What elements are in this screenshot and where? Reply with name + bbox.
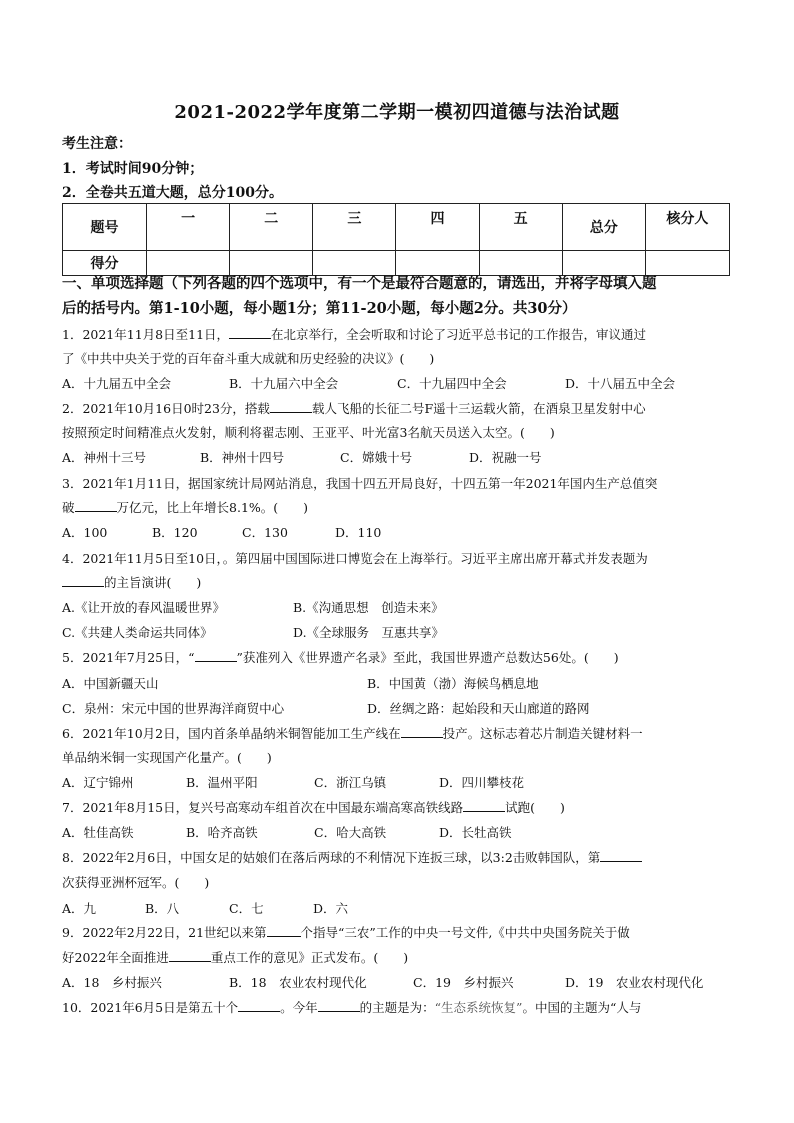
option-b: B．中国黄（渤）海候鸟栖息地 (367, 676, 539, 691)
question-text: 个指导“三农”工作的中央一号文件,《中共中央国务院关于做 (300, 925, 630, 940)
option-d: D．六 (313, 901, 349, 916)
option-b: B．十九届六中全会 (229, 376, 339, 391)
question-text: 。今年 (280, 1000, 318, 1015)
option-b: B．18 农业农村现代化 (229, 975, 367, 990)
question-text: 9．2022年2月22日，21世纪以来第 (62, 925, 267, 940)
option-b: B．哈齐高铁 (186, 825, 258, 840)
option-d: D．丝绸之路：起始段和天山廊道的路网 (367, 701, 590, 716)
question-text: 投产。这标志着芯片制造关键材料一 (442, 726, 643, 741)
question-text: 万亿元，比上年增长8.1%。( ) (116, 500, 309, 515)
option-a: A．中国新疆天山 (62, 676, 159, 691)
question-6-cont: 单品纳米铜一实现国产化量产。( ) (62, 750, 272, 765)
question-6 (62, 722, 738, 746)
question-text: 10．2021年6月5日是第五十个 (62, 1000, 239, 1015)
option-b: B．120 (152, 525, 198, 540)
option-c: C．七 (229, 901, 264, 916)
answer-blank (195, 648, 237, 662)
answer-blank (463, 798, 505, 812)
option-a: A．神州十三号 (62, 450, 147, 465)
question-8 (62, 846, 738, 870)
score-table (62, 203, 730, 276)
option-a: A．100 (62, 525, 108, 540)
question-2 (62, 397, 738, 421)
option-d: D．110 (335, 525, 382, 540)
question-text: 6．2021年10月2日，国内首条单晶纳米铜智能加工生产线在 (62, 726, 401, 741)
score-table-header: 二 (230, 204, 313, 251)
question-3: 3．2021年1月11日，据国家统计局网站消息，我国十四五开局良好，十四五第一年2021年国内生产总值突 (62, 476, 658, 491)
score-table-header: 题号 (63, 204, 147, 251)
score-table-header: 五 (479, 204, 562, 251)
question-text: 载人飞船的长征二号F遥十三运载火箭，在酒泉卫星发射中心 (311, 401, 646, 416)
answer-blank (318, 998, 360, 1012)
question-text: 重点工作的意见》正式发布。( ) (210, 950, 409, 965)
answer-blank (270, 399, 312, 413)
option-a: A.《让开放的春风温暖世界》 (62, 600, 226, 615)
score-row-label: 得分 (63, 251, 147, 276)
question-text: 8．2022年2月6日，中国女足的姑娘们在落后两球的不利情况下连扳三球，以3:2击败韩国队，第 (62, 850, 601, 865)
option-d: D．十八届五中全会 (565, 376, 676, 391)
question-text: 的主题是为： (359, 1000, 435, 1015)
option-c: C．19 乡村振兴 (413, 975, 514, 990)
section-1-heading (62, 271, 734, 321)
section-1-line-2: 后的括号内。第1-10小题，每小题1分；第11-20小题，每小题2分。共30分） (62, 300, 577, 317)
question-1 (62, 323, 738, 347)
option-c: C.《共建人类命运共同体》 (62, 625, 213, 640)
option-b: B．温州平阳 (186, 775, 258, 790)
question-text: 7．2021年8月15日，复兴号高寒动车组首次在中国最东端高寒高铁线路 (62, 800, 464, 815)
question-4-cont (62, 571, 738, 595)
option-a: A．牡佳高铁 (62, 825, 134, 840)
question-text: 5．2021年7月25日，“ (62, 650, 195, 665)
score-table-header: 核分人 (645, 204, 729, 251)
option-b: B.《沟通思想 创造未来》 (293, 600, 444, 615)
question-10 (62, 996, 738, 1020)
answer-blank (238, 998, 280, 1012)
option-a: A．九 (62, 901, 97, 916)
section-1-line-1: 一、单项选择题（下列各题的四个选项中，有一个是最符合题意的，请选出，并将字母填入题 (62, 275, 657, 292)
notice-heading: 考生注意： (62, 136, 132, 152)
answer-blank (401, 724, 443, 738)
question-text: 试跑( ) (505, 800, 565, 815)
option-d: D．四川攀枝花 (439, 775, 525, 790)
option-c: C．嫦娥十号 (340, 450, 413, 465)
score-table-header: 一 (147, 204, 230, 251)
option-a: A．辽宁锦州 (62, 775, 134, 790)
option-c: C．哈大高铁 (314, 825, 387, 840)
score-table-header-row (63, 204, 730, 251)
answer-blank (600, 848, 642, 862)
question-3-cont (62, 496, 738, 520)
option-c: C．泉州：宋元中国的世界海洋商贸中心 (62, 701, 285, 716)
answer-blank (62, 573, 104, 587)
answer-blank (229, 325, 271, 339)
question-text: 2．2021年10月16日0时23分，搭载 (62, 401, 270, 416)
question-text: 1．2021年11月8日至11日， (62, 327, 230, 342)
question-2-cont: 按照预定时间精准点火发射，顺利将翟志刚、王亚平、叶光富3名航天员送入太空。( ) (62, 425, 555, 440)
option-d: D．19 农业农村现代化 (565, 975, 704, 990)
option-c: C．浙江乌镇 (314, 775, 387, 790)
question-text: “生态系统恢复” (434, 1000, 523, 1015)
option-d: D.《全球服务 互惠共享》 (293, 625, 445, 640)
notice-line-1: 1．考试时间90分钟； (62, 161, 204, 177)
score-table-header: 四 (396, 204, 479, 251)
option-c: C．130 (242, 525, 288, 540)
question-9-cont (62, 946, 738, 970)
option-d: D．祝融一号 (469, 450, 542, 465)
score-table-header: 总分 (562, 204, 645, 251)
question-8-cont: 次获得亚洲杯冠军。( ) (62, 875, 210, 890)
question-4: 4．2021年11月5日至10日，。第四届中国国际进口博览会在上海举行。习近平主席出席开幕式并发表题为 (62, 551, 648, 566)
option-b: B．神州十四号 (200, 450, 285, 465)
answer-blank (75, 498, 117, 512)
question-9 (62, 921, 738, 945)
question-text: ”获准列入《世界遗产名录》至此，我国世界遗产总数达56处。( ) (236, 650, 619, 665)
option-a: A．18 乡村振兴 (62, 975, 162, 990)
question-text: 。中国的主题为“人与 (522, 1000, 642, 1015)
question-1-cont: 了《中共中央关于党的百年奋斗重大成就和历史经验的决议》( ) (62, 351, 435, 366)
question-text: 的主旨演讲( ) (104, 575, 202, 590)
option-d: D．长牡高铁 (439, 825, 512, 840)
option-c: C．十九届四中全会 (397, 376, 507, 391)
question-5 (62, 646, 738, 670)
score-table-header: 三 (313, 204, 396, 251)
question-text: 好2022年全面推进 (62, 950, 169, 965)
notice-line-2: 2．全卷共五道大题，总分100分。 (62, 185, 283, 201)
question-7 (62, 796, 738, 820)
question-text: 在北京举行，全会听取和讨论了习近平总书记的工作报告，审议通过 (271, 327, 647, 342)
option-b: B．八 (145, 901, 180, 916)
answer-blank (169, 948, 211, 962)
answer-blank (267, 923, 301, 937)
question-text: 破 (62, 500, 75, 515)
page-title: 2021-2022学年度第二学期一模初四道德与法治试题 (174, 102, 620, 123)
option-a: A．十九届五中全会 (62, 376, 172, 391)
